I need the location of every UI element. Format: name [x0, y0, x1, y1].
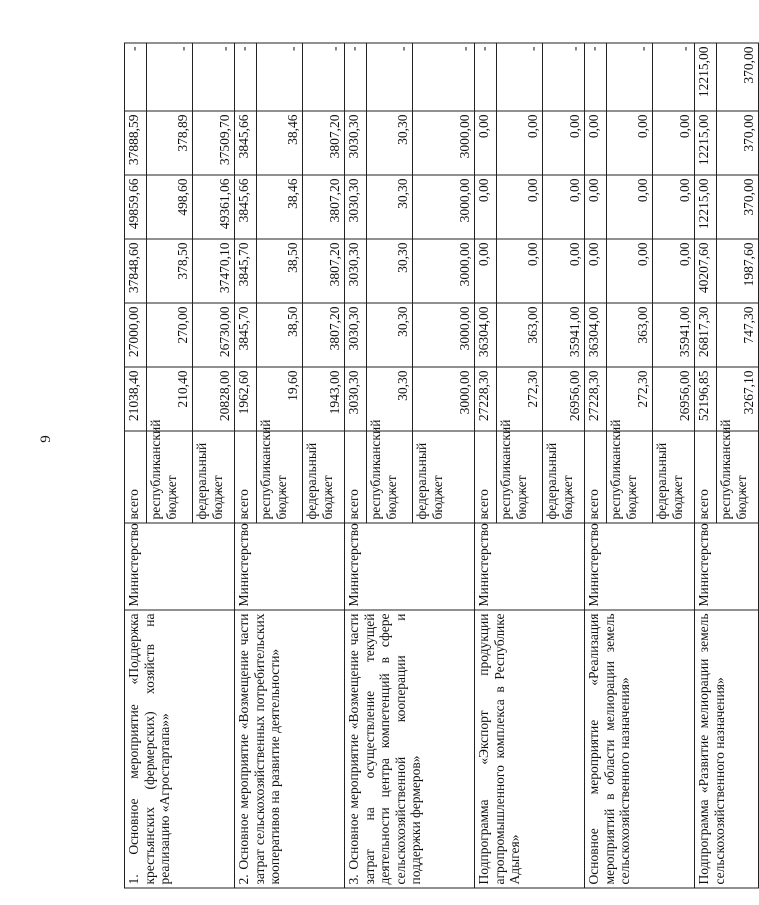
amount-cell: 3845,66 [235, 175, 257, 239]
amount-cell: 370,00 [717, 111, 759, 175]
funding-source-cell: федеральный бюджет [193, 431, 235, 523]
amount-cell: 49361,06 [193, 175, 235, 239]
amount-cell: - [413, 43, 475, 111]
activity-description-cell: 3. Основное мероприятие «Возмещение части затрат на осуществление текущей деятельности центра компетенций в сфере сельскохозяйственной кооперации и поддержки фермеров» [345, 610, 475, 888]
executor-cell: Министерство [695, 523, 759, 610]
amount-cell: 27000,00 [125, 303, 147, 367]
amount-cell: 30,30 [367, 239, 413, 303]
executor-cell: Министерство [585, 523, 695, 610]
activity-description-cell: 2. Основное мероприятие «Возмещение части затрат сельскохозяйственных потребительских кооперативов на развитие деятельности» [235, 610, 345, 888]
amount-cell: 12215,00 [695, 111, 717, 175]
activity-description-cell: Подпрограмма «Экспорт продукции агропромышленного комплекса в Республике Адыгея» [475, 610, 585, 888]
funding-source-cell: республиканский бюджет [147, 431, 193, 523]
amount-cell: 3845,66 [235, 111, 257, 175]
activity-description-cell: Подпрограмма «Развитие мелиорации земель сельскохозяйственного назначения» [695, 610, 759, 888]
funding-source-cell: всего [125, 431, 147, 523]
amount-cell: 3267,10 [717, 367, 759, 431]
amount-cell: 370,00 [717, 43, 759, 111]
amount-cell: 12215,00 [695, 43, 717, 111]
amount-cell: 3030,30 [345, 303, 367, 367]
amount-cell: 30,30 [367, 367, 413, 431]
amount-cell: 37888,59 [125, 111, 147, 175]
funding-source-cell: республиканский бюджет [367, 431, 413, 523]
amount-cell: 0,00 [543, 175, 585, 239]
funding-table [124, 43, 759, 889]
amount-cell: 30,30 [367, 111, 413, 175]
amount-cell: 3030,30 [345, 367, 367, 431]
amount-cell: - [303, 43, 345, 111]
amount-cell: - [475, 43, 497, 111]
amount-cell: 0,00 [497, 175, 543, 239]
table-row [125, 43, 147, 888]
amount-cell: 38,50 [257, 239, 303, 303]
amount-cell: 38,46 [257, 175, 303, 239]
amount-cell: 747,30 [717, 303, 759, 367]
amount-cell: 3845,70 [235, 239, 257, 303]
amount-cell: 0,00 [543, 111, 585, 175]
amount-cell: 272,30 [607, 367, 653, 431]
funding-source-cell: республиканский бюджет [497, 431, 543, 523]
amount-cell: 3030,30 [345, 175, 367, 239]
funding-source-cell: федеральный бюджет [543, 431, 585, 523]
amount-cell: - [585, 43, 607, 111]
activity-description-cell: Основное мероприятие «Реализация мероприятий в области мелиорации земель сельскохозяйственного назначения» [585, 610, 695, 888]
funding-source-cell: федеральный бюджет [653, 431, 695, 523]
amount-cell: - [193, 43, 235, 111]
amount-cell: 3000,00 [413, 367, 475, 431]
amount-cell: 210,40 [147, 367, 193, 431]
amount-cell: - [367, 43, 413, 111]
amount-cell: - [607, 43, 653, 111]
page-number: 9 [37, 435, 54, 443]
amount-cell: 12215,00 [695, 175, 717, 239]
amount-cell: 0,00 [585, 111, 607, 175]
amount-cell: 378,50 [147, 239, 193, 303]
amount-cell: 20828,00 [193, 367, 235, 431]
amount-cell: 3000,00 [413, 111, 475, 175]
amount-cell: - [345, 43, 367, 111]
funding-table-wrapper [124, 44, 757, 889]
amount-cell: 35941,00 [653, 303, 695, 367]
amount-cell: 3807,20 [303, 111, 345, 175]
funding-source-cell: всего [235, 431, 257, 523]
amount-cell: 363,00 [497, 303, 543, 367]
amount-cell: 370,00 [717, 175, 759, 239]
amount-cell: 1943,00 [303, 367, 345, 431]
amount-cell: 0,00 [607, 111, 653, 175]
amount-cell: 0,00 [475, 239, 497, 303]
executor-cell: Министерство [235, 523, 345, 610]
amount-cell: - [147, 43, 193, 111]
amount-cell: 270,00 [147, 303, 193, 367]
amount-cell: - [653, 43, 695, 111]
amount-cell: 0,00 [653, 175, 695, 239]
amount-cell: 1987,60 [717, 239, 759, 303]
amount-cell: 363,00 [607, 303, 653, 367]
amount-cell: 3030,30 [345, 239, 367, 303]
amount-cell: 26956,00 [543, 367, 585, 431]
amount-cell: 0,00 [607, 175, 653, 239]
amount-cell: 27228,30 [475, 367, 497, 431]
amount-cell: 30,30 [367, 303, 413, 367]
table-row [585, 43, 607, 888]
table-row [475, 43, 497, 888]
funding-source-cell: всего [345, 431, 367, 523]
amount-cell: - [257, 43, 303, 111]
amount-cell: 0,00 [607, 239, 653, 303]
amount-cell: 272,30 [497, 367, 543, 431]
amount-cell: - [497, 43, 543, 111]
amount-cell: 0,00 [497, 111, 543, 175]
amount-cell: 49859,66 [125, 175, 147, 239]
amount-cell: 38,50 [257, 303, 303, 367]
amount-cell: 1962,60 [235, 367, 257, 431]
funding-source-cell: всего [475, 431, 497, 523]
amount-cell: 37848,60 [125, 239, 147, 303]
amount-cell: 36304,00 [585, 303, 607, 367]
amount-cell: 35941,00 [543, 303, 585, 367]
amount-cell: 498,60 [147, 175, 193, 239]
table-row [345, 43, 367, 888]
amount-cell: 21038,40 [125, 367, 147, 431]
amount-cell: - [125, 43, 147, 111]
table-row [235, 43, 257, 888]
executor-cell: Министерство [345, 523, 475, 610]
amount-cell: - [235, 43, 257, 111]
amount-cell: 0,00 [585, 239, 607, 303]
amount-cell: 3845,70 [235, 303, 257, 367]
amount-cell: 3000,00 [413, 303, 475, 367]
amount-cell: 19,60 [257, 367, 303, 431]
amount-cell: 3807,20 [303, 175, 345, 239]
amount-cell: 38,46 [257, 111, 303, 175]
table-row [695, 43, 717, 888]
amount-cell: 37470,10 [193, 239, 235, 303]
funding-source-cell: республиканский бюджет [257, 431, 303, 523]
amount-cell: 3000,00 [413, 239, 475, 303]
funding-source-cell: республиканский бюджет [607, 431, 653, 523]
amount-cell: 36304,00 [475, 303, 497, 367]
amount-cell: 52196,85 [695, 367, 717, 431]
funding-source-cell: всего [585, 431, 607, 523]
activity-description-cell: 1. Основное мероприятие «Поддержка крестьянских (фермерских) хозяйств на реализацию «Агростартапа»» [125, 610, 235, 888]
funding-source-cell: всего [695, 431, 717, 523]
amount-cell: 0,00 [497, 239, 543, 303]
amount-cell: 26730,00 [193, 303, 235, 367]
amount-cell: 0,00 [475, 175, 497, 239]
funding-table-body [125, 43, 759, 888]
amount-cell: 3000,00 [413, 175, 475, 239]
amount-cell: 0,00 [543, 239, 585, 303]
funding-source-cell: федеральный бюджет [303, 431, 345, 523]
amount-cell: 30,30 [367, 175, 413, 239]
amount-cell: 37509,70 [193, 111, 235, 175]
amount-cell: 0,00 [585, 175, 607, 239]
amount-cell: 27228,30 [585, 367, 607, 431]
executor-cell: Министерство [125, 523, 235, 610]
amount-cell: 0,00 [475, 111, 497, 175]
funding-source-cell: республиканский бюджет [717, 431, 759, 523]
amount-cell: 3030,30 [345, 111, 367, 175]
amount-cell: 26817,30 [695, 303, 717, 367]
amount-cell: 0,00 [653, 111, 695, 175]
amount-cell: 26956,00 [653, 367, 695, 431]
amount-cell: 3807,20 [303, 303, 345, 367]
amount-cell: 3807,20 [303, 239, 345, 303]
amount-cell: 0,00 [653, 239, 695, 303]
amount-cell: 40207,60 [695, 239, 717, 303]
funding-source-cell: федеральный бюджет [413, 431, 475, 523]
executor-cell: Министерство [475, 523, 585, 610]
amount-cell: - [543, 43, 585, 111]
amount-cell: 378,89 [147, 111, 193, 175]
